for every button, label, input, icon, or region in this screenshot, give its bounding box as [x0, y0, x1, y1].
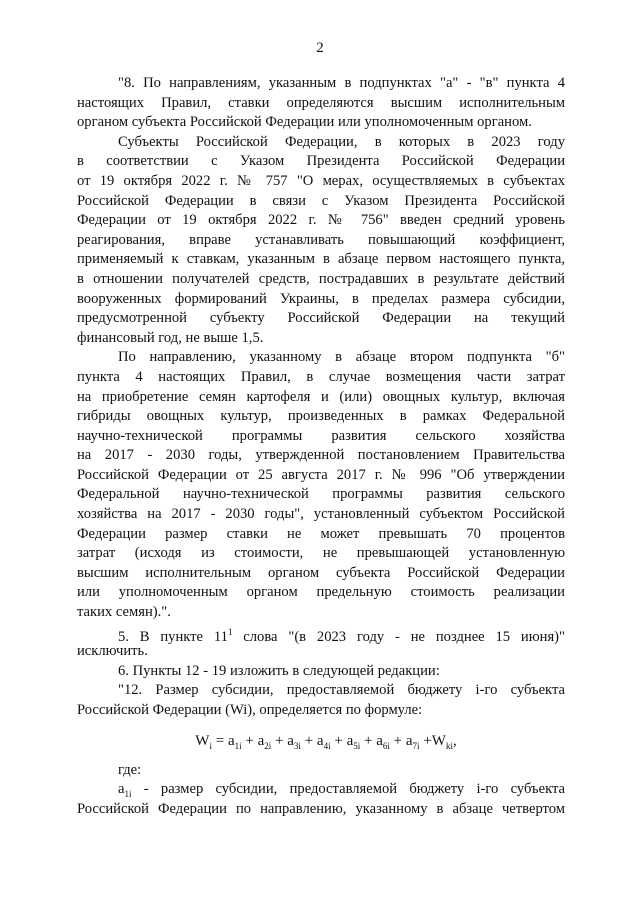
text-line: "8. По направлениям, указанным в подпунктах "а" - "в" пункта 4 — [118, 75, 565, 91]
formula-subscript: 1i — [234, 740, 242, 751]
formula-subscript: 3i — [293, 740, 301, 751]
text-line: Федерации от 19 октября 2022 г. № 756" введен средний уровень — [77, 212, 565, 229]
text-line: По направлению, указанному в абзаце втором подпункта "б" — [118, 349, 565, 366]
text-line: исключить. — [77, 643, 148, 660]
formula-subscript: 7i — [412, 740, 420, 751]
formula-term: a — [405, 732, 413, 749]
text-line: Российской Федерации по направлению, указанному в абзаце четвертом — [77, 800, 565, 817]
formula-plus: + — [271, 732, 288, 749]
document-body — [77, 74, 565, 819]
superscript: 1 — [227, 626, 233, 637]
formula-term: a — [376, 732, 383, 749]
text-line: Субъекты Российской Федерации, в которых в 2023 году — [118, 133, 565, 150]
variable-subscript: 1i — [124, 789, 132, 800]
text-line: Федерации размер ставки не может превышать 70 процентов — [77, 525, 565, 542]
formula-last-term: W — [431, 732, 446, 749]
text-line: Федеральной научно-технической программы развития сельского — [77, 486, 565, 503]
text-line: на приобретение семян картофеля и (или) овощных культур, включая — [77, 388, 565, 405]
text-line: применяемый к ставкам, указанным в абзаце первом настоящего пункта, — [77, 251, 565, 268]
text-line: пункта 4 настоящих Правил, в случае возмещения части затрат — [77, 368, 565, 385]
paragraph-5-exclusion — [77, 623, 565, 662]
formula-subscript: i — [209, 740, 212, 751]
formula-plus: + — [330, 732, 347, 749]
formula-subscript: ki — [445, 740, 453, 751]
paragraph-12-subsidy-size — [77, 681, 565, 720]
text-line: финансовый год, не выше 1,5. — [77, 329, 264, 346]
text-line: гибриды овощных культур, произведенных в рамках Федеральной — [77, 408, 565, 425]
formula-subscript: 6i — [382, 740, 390, 751]
text-line: вооруженных формирований Украины, в пределах размера субсидии, — [77, 290, 565, 307]
text-line: Российской Федерации от 25 августа 2017 г. № 996 "Об утверждении — [77, 466, 565, 483]
paragraph-regional-coefficient — [77, 133, 565, 349]
formula-equals: = — [211, 732, 228, 749]
text-line: в соответствии с Указом Президента Российской Федерации — [77, 153, 565, 170]
formula-subscript: 4i — [323, 740, 331, 751]
text-line: от 19 октября 2022 г. № 757 "О мерах, осуществляемых в субъектах — [77, 172, 565, 189]
text-line: реагирования, вправе устанавливать повышающий коэффициент, — [77, 231, 565, 248]
text-line: научно-технической программы развития сельского хозяйства — [77, 427, 565, 444]
variable: a — [118, 781, 125, 798]
text-line: хозяйства на 2017 - 2030 годы", установленный субъектом Российской — [77, 506, 565, 523]
text-line: "12. Размер субсидии, предоставляемой бюджету i-го субъекта — [118, 682, 565, 699]
text-line — [77, 780, 565, 800]
paragraph-seed-costs — [77, 348, 565, 622]
text-line: предусмотренной субъекту Российской Федерации на текущий — [77, 310, 565, 327]
formula-plus: + — [300, 732, 317, 749]
formula-term: a — [287, 732, 294, 749]
text-line: Российской Федерации в связи с Указом Президента Российской — [77, 192, 565, 209]
text-line: настоящих Правил, ставки определяются высшим исполнительным — [77, 94, 565, 111]
formula-lhs: W — [195, 732, 210, 749]
formula-plus: + — [389, 732, 406, 749]
formula-plus: + — [419, 732, 432, 749]
text-line: высшим исполнительным органом субъекта Российской Федерации — [77, 564, 565, 581]
formula-plus: + — [241, 732, 258, 749]
text-line: затрат (исходя из стоимости, не превышающей установленную — [77, 545, 565, 562]
definition-a1i — [77, 780, 565, 819]
page-number: 2 — [316, 40, 324, 56]
formula-subscript: 2i — [264, 740, 272, 751]
formula-subscript: 5i — [353, 740, 361, 751]
text-line: Российской Федерации (Wi), определяется по формуле: — [77, 702, 423, 718]
text-line — [77, 623, 565, 643]
text-line: на 2017 - 2030 годы, утвержденной постановлением Правительства — [77, 447, 565, 464]
subsidy-formula — [77, 721, 565, 761]
formula-term: a — [227, 732, 235, 749]
paragraph-8-rates — [77, 74, 565, 133]
text-line: или уполномоченным органом предельную стоимость реализации — [77, 584, 565, 601]
text-line: таких семян).". — [77, 604, 171, 621]
formula-term: a — [316, 732, 324, 749]
formula-terms — [228, 733, 420, 749]
formula-term: a — [257, 732, 265, 749]
text-fragment: слова "(в 2023 году - не позднее 15 июня)" — [232, 628, 565, 645]
formula-term: a — [346, 732, 354, 749]
text-line: органом субъекта Российской Федерации или уполномоченным органом. — [77, 114, 532, 131]
formula-plus: + — [360, 732, 377, 749]
paragraph-6-points: 6. Пункты 12 - 19 изложить в следующей редакции: — [118, 662, 440, 679]
where-label: где: — [118, 761, 142, 778]
text-fragment: 5. В пункте 11 — [118, 628, 228, 645]
text-line: в отношении получателей средств, пострадавших в результате действий — [77, 270, 565, 287]
text-fragment: - размер субсидии, предоставляемой бюджету i-го субъекта — [131, 781, 565, 798]
formula-tail: , — [452, 732, 457, 749]
